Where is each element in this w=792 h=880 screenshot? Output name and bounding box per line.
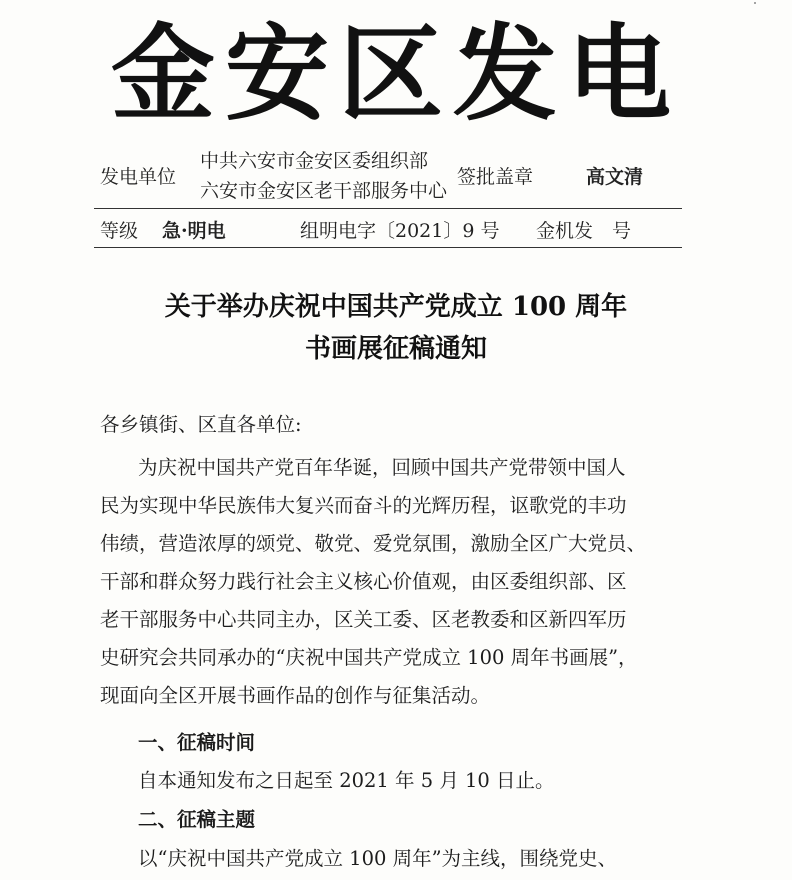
issue-number: 金机发 号 xyxy=(536,220,632,242)
grade-value: 急·明电 xyxy=(162,220,226,242)
body-paragraph-line: 现面向全区开展书画作品的创作与征集活动。 xyxy=(100,684,491,707)
notice-title-line-1: 关于举办庆祝中国共产党成立 100 周年 xyxy=(164,292,628,322)
notice-title-line-2: 书画展征稿通知 xyxy=(304,334,487,364)
body-paragraph-line: 老干部服务中心共同主办，区关工委、区老教委和区新四军历 xyxy=(100,608,627,631)
sender-org-1: 中共六安市金安区委组织部 xyxy=(200,150,429,172)
sender-label: 发电单位 xyxy=(100,166,177,188)
salutation: 各乡镇街、区直各单位: xyxy=(100,413,302,436)
body-paragraph-line: 干部和群众努力践行社会主义核心价值观，由区委组织部、区 xyxy=(100,570,627,593)
header-rule-bottom xyxy=(94,247,682,248)
section-2-heading: 二、征稿主题 xyxy=(138,808,256,831)
document-number: 组明电字〔2021〕9 号 xyxy=(300,220,500,242)
grade-label: 等级 xyxy=(100,220,139,242)
section-1-heading: 一、征稿时间 xyxy=(138,731,256,754)
header-rule-top xyxy=(94,208,682,209)
seal-label: 签批盖章 xyxy=(457,166,534,188)
section-2-text: 以“庆祝中国共产党成立 100 周年”为主线，围绕党史、 xyxy=(138,847,618,870)
body-paragraph-line: 史研究会共同承办的“庆祝中国共产党成立 100 周年书画展”， xyxy=(100,646,638,669)
section-1-text: 自本通知发布之日起至 2021 年 5 月 10 日止。 xyxy=(138,769,555,792)
body-paragraph-line: 为庆祝中国共产党百年华诞，回顾中国共产党带领中国人 xyxy=(138,456,626,479)
sender-org-2: 六安市金安区老干部服务中心 xyxy=(200,180,448,202)
masthead-title: 金安区发电 xyxy=(110,13,681,135)
signer-name: 高文清 xyxy=(586,166,644,188)
body-paragraph-line: 民为实现中华民族伟大复兴而奋斗的光辉历程，讴歌党的丰功 xyxy=(100,494,627,517)
body-paragraph-line: 伟绩，营造浓厚的颂党、敬党、爱党氛围，激励全区广大党员、 xyxy=(100,532,647,555)
scan-speck xyxy=(754,2,756,4)
